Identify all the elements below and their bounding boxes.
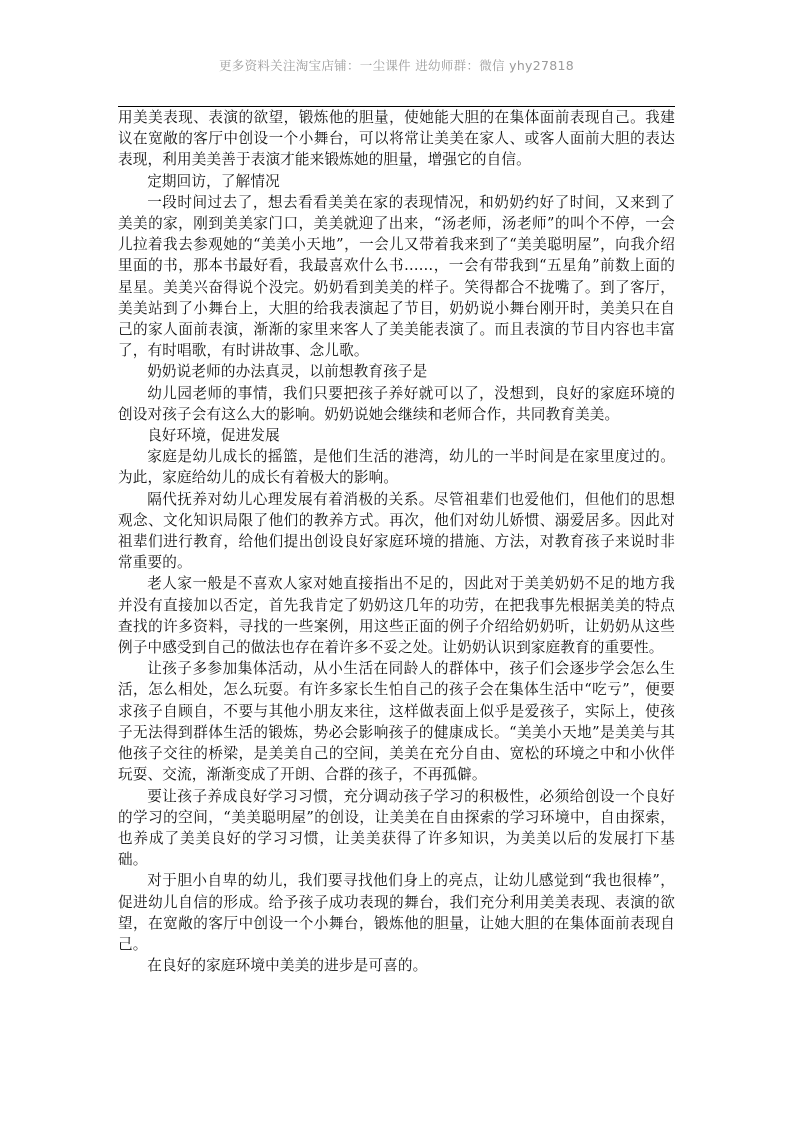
paragraph: 隔代抚养对幼儿心理发展有着消极的关系。尽管祖辈们也爱他们，但他们的思想观念、文化知识局限了他们的教养方式。再次，他们对幼儿娇惯、溺爱居多。因此对祖辈们进行教育，给他们提出创设良好家庭环境的措施、方法，对教育孩子来说时非常重要的。 [118,490,675,572]
document-body [118,107,675,976]
section-heading: 良好环境，促进发展 [147,427,280,445]
closing-sentence: 在良好的家庭环境中美美的进步是可喜的。 [147,957,428,975]
page-header-watermark: 更多资料关注淘宝店铺：一尘课件 进幼师群：微信 yhy27818 [218,58,575,73]
paragraph: 老人家一般是不喜欢人家对她直接指出不足的，因此对于美美奶奶不足的地方我并没有直接加以否定，首先我肯定了奶奶这几年的功劳，在把我事先根据美美的特点查找的许多资料，寻找的一些案例，用这些正面的例子介绍给奶奶听，让奶奶从这些例子中感受到自己的做法也存在着许多不妥之处。让奶奶认识到家庭教育的重要性。 [118,575,675,657]
paragraph: 幼儿园老师的事情，我们只要把孩子养好就可以了，没想到，良好的家庭环境的创设对孩子会有这么大的影响。奶奶说她会继续和老师合作，共同教育美美。 [118,384,675,423]
section-heading: 定期回访，了解情况 [147,172,280,190]
paragraph: 对于胆小自卑的幼儿，我们要寻找他们身上的亮点，让幼儿感觉到“我也很棒”，促进幼儿自信的形成。给予孩子成功表现的舞台，我们充分利用美美表现、表演的欲望，在宽敞的客厅中创设一个小舞台，锻炼他的胆量，让她大胆的在集体面前表现自己。 [118,872,675,953]
paragraph: 奶奶说老师的办法真灵，以前想教育孩子是 [147,363,428,381]
paragraph: 让孩子多参加集体活动，从小生活在同龄人的群体中，孩子们会逐步学会怎么生活，怎么相处，怎么玩耍。有许多家长生怕自己的孩子会在集体生活中“吃亏”，便要求孩子自顾自，不要与其他小朋友来往，这样做表面上似乎是爱孩子，实际上，使孩子无法得到群体生活的锻炼，势必会影响孩子的健康成长。“美美小天地”是美美与其他孩子交往的桥梁，是美美自己的空间，美美在充分自由、宽松的环境之中和小伙伴玩耍、交流，渐渐变成了开朗、合群的孩子，不再孤僻。 [118,660,675,784]
paragraph: 要让孩子养成良好学习习惯，充分调动孩子学习的积极性，必须给创设一个良好的学习的空间，“美美聪明屋”的创设，让美美在自由探索的学习环境中，自由探索，也养成了美美良好的学习习惯，让美美获得了许多知识，为美美以后的发展打下基础。 [118,787,675,869]
paragraph: 用美美表现、表演的欲望，锻炼他的胆量，使她能大胆的在集体面前表现自己。我建议在宽敞的客厅中创设一个小舞台，可以将常让美美在家人、或客人面前大胆的表达表现，利用美美善于表演才能来锻炼她的胆量，增强它的自信。 [118,109,675,169]
paragraph: 一段时间过去了，想去看看美美在家的表现情况，和奶奶约好了时间，又来到了美美的家，刚到美美家门口，美美就迎了出来，“汤老师，汤老师”的叫个不停，一会儿拉着我去参观她的“美美小天地”，一会儿又带着我来到了“美美聪明屋”，向我介绍里面的书，那本书最好看，我最喜欢什么书……，一会有带我到“五星角”前数上面的星星。美美兴奋得说个没完。奶奶看到美美的样子。笑得都合不拢嘴了。到了客厅，美美站到了小舞台上，大胆的给我表演起了节目，奶奶说小舞台刚开时，美美只在自己的家人面前表演，渐渐的家里来客人了美美能表演了。而且表演的节目内容也丰富了，有时唱歌，有时讲故事、念儿歌。 [118,193,675,360]
paragraph: 家庭是幼儿成长的摇篮，是他们生活的港湾，幼儿的一半时间是在家里度过的。为此，家庭给幼儿的成长有着极大的影响。 [118,448,675,487]
